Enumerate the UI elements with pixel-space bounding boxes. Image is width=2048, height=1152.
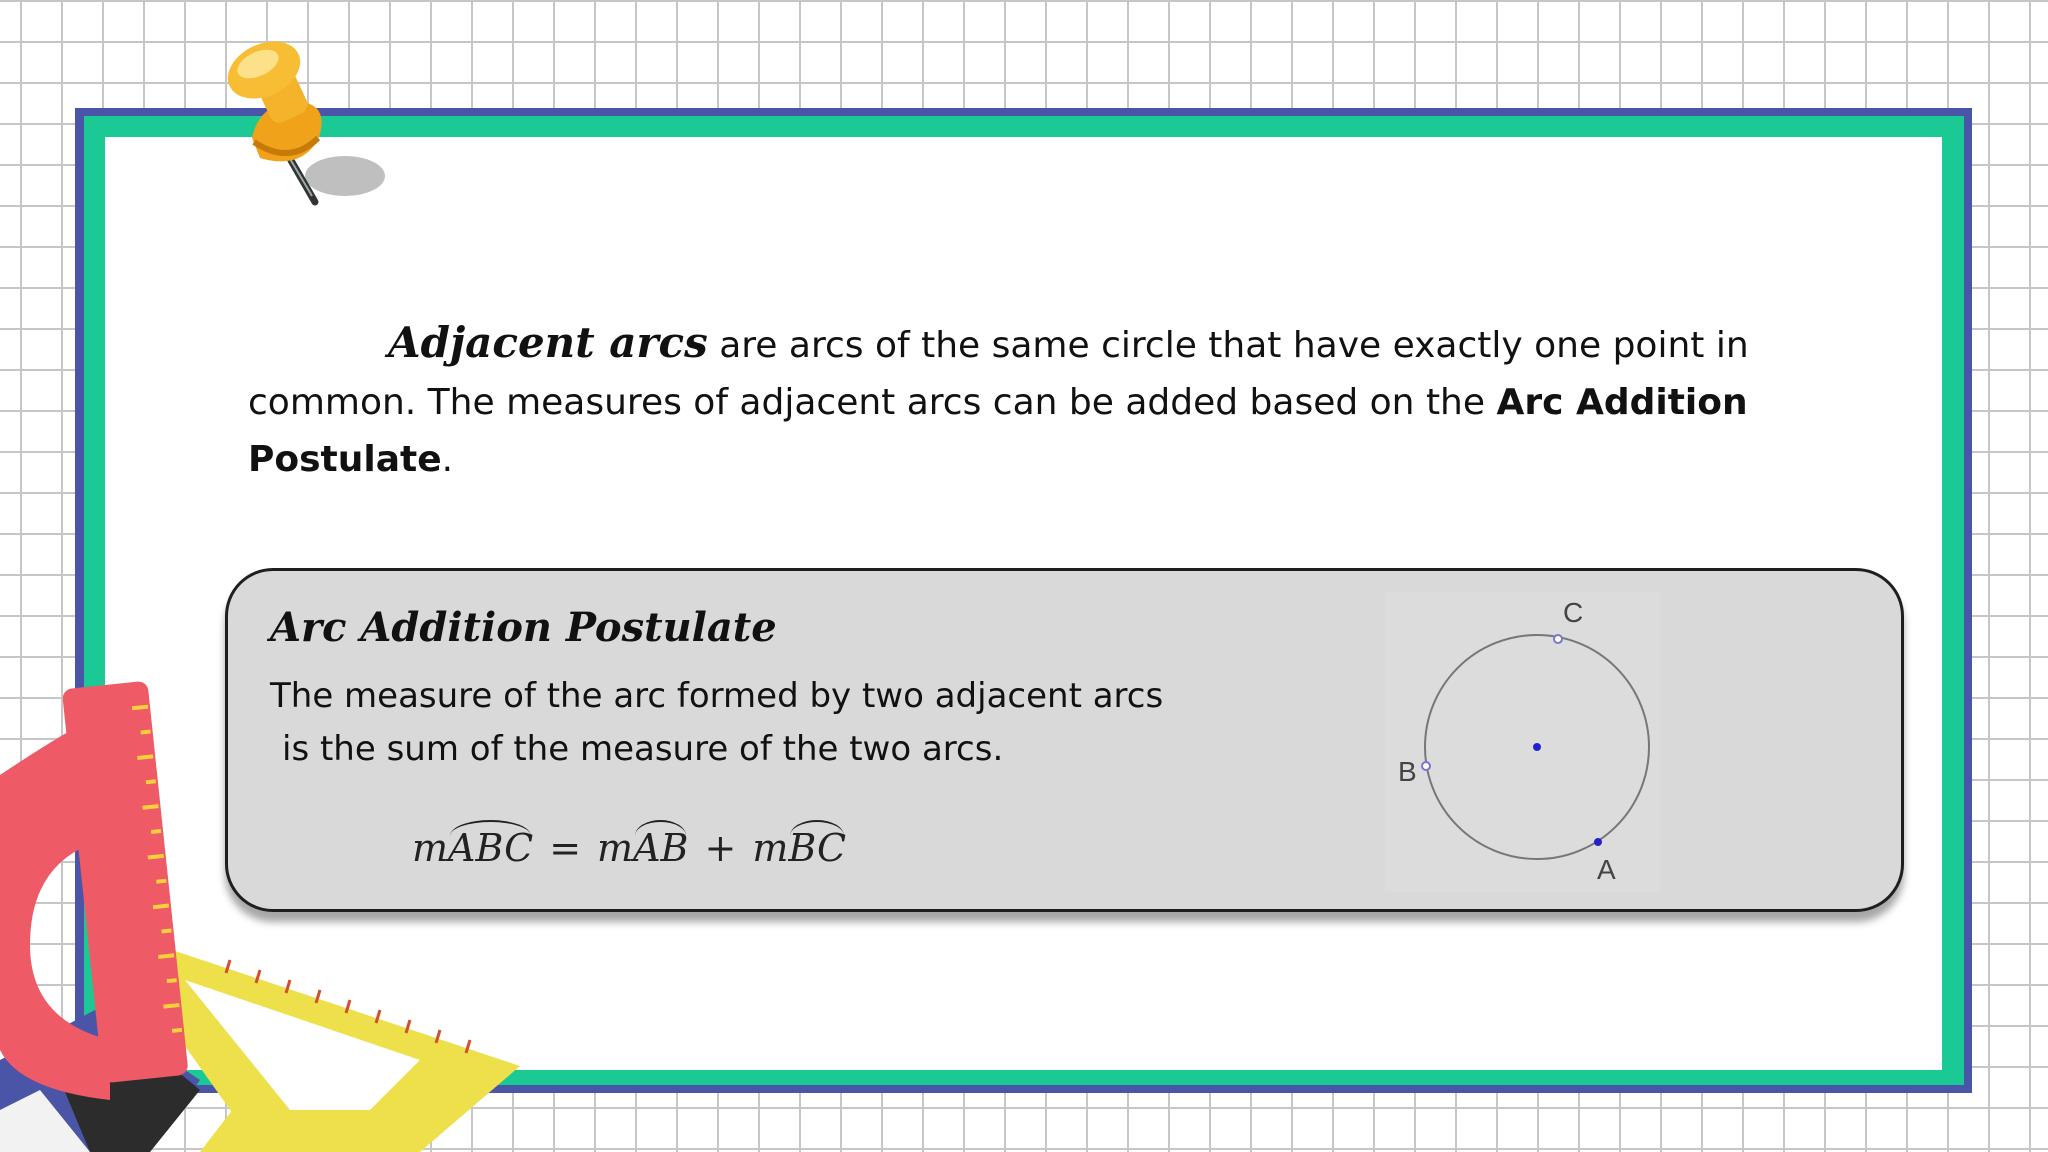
postulate-line-1: The measure of the arc formed by two adjacent arcs xyxy=(270,676,1164,716)
point-a xyxy=(1594,838,1602,846)
center-point xyxy=(1533,743,1541,751)
formula-m-1: m xyxy=(412,826,449,870)
formula-m-2: m xyxy=(597,826,634,870)
formula-plus: + xyxy=(704,826,737,870)
postulate-name: Arc Addition Postulate xyxy=(248,382,1748,480)
circle-diagram xyxy=(1385,592,1660,892)
label-c: C xyxy=(1563,597,1584,628)
point-c xyxy=(1554,635,1562,643)
label-b: B xyxy=(1398,756,1417,787)
intro-paragraph xyxy=(248,314,1888,488)
formula-arc-ab: AB xyxy=(633,826,689,870)
formula-equals: = xyxy=(549,826,582,870)
postulate-title: Arc Addition Postulate xyxy=(270,604,777,651)
geometry-tools-decoration xyxy=(0,680,530,1152)
intro-text: are arcs of the same circle that have exactly one point in common. The measures of adjacent arcs can be added based on the xyxy=(248,325,1749,423)
postulate-line-2: is the sum of the measure of the two arcs. xyxy=(282,729,1004,769)
formula-m-3: m xyxy=(752,826,789,870)
label-a: A xyxy=(1597,854,1616,885)
pushpin-icon xyxy=(190,30,410,220)
intro-period: . xyxy=(441,439,454,480)
formula-arc-bc: BC xyxy=(788,826,847,870)
point-b xyxy=(1422,762,1430,770)
adjacent-arcs-term: Adjacent arcs xyxy=(388,318,708,367)
formula-arc-abc: ABC xyxy=(448,826,534,870)
diagram-background xyxy=(1385,592,1660,892)
